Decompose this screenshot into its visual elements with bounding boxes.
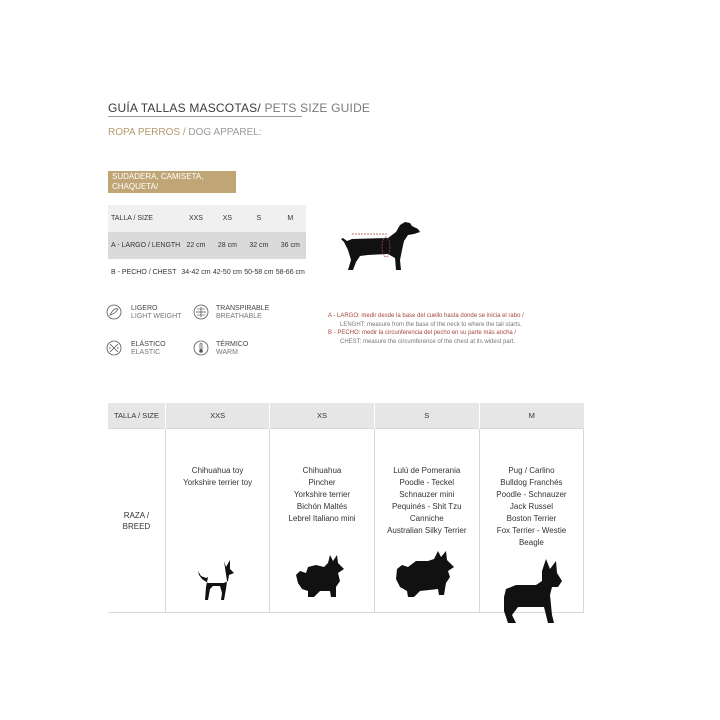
breed-name: Schnauzer mini: [399, 490, 455, 499]
breed-name: Boston Terrier: [506, 514, 557, 523]
size-table-cell: XXS: [180, 205, 211, 232]
breed-cell-m: [479, 429, 583, 613]
size-table-cell: 22 cm: [180, 232, 211, 259]
feature-label-en: WARM: [216, 349, 238, 356]
breed-name: Lulú de Pomerania: [393, 466, 461, 475]
elastic-icon: [106, 340, 122, 356]
breed-header-cell: XS: [270, 403, 374, 429]
title-main: GUÍA TALLAS MASCOTAS/: [108, 101, 261, 115]
breed-table: [108, 403, 584, 613]
size-table: [108, 205, 306, 286]
breed-row-label-es: RAZA /: [123, 510, 150, 520]
breed-name: Poodle - Schnauzer: [496, 490, 567, 499]
note-b-es: B - PECHO: medir la circunferencia del pecho en su parte más ancha /: [328, 330, 517, 336]
breed-header-cell: TALLA / SIZE: [108, 403, 165, 429]
breed-row-label: [108, 429, 165, 613]
breed-name: Bulldog Franchés: [500, 478, 563, 487]
feature-label-es: LIGERO: [131, 305, 158, 312]
subtitle-main: ROPA PERROS /: [108, 127, 186, 138]
size-table-cell: S: [243, 205, 274, 232]
breed-name: Canniche: [409, 514, 444, 523]
banner-line-1: SUDADERA, CAMISETA, CHAQUETA/: [112, 172, 204, 191]
breed-row-label-en: BREED: [122, 521, 151, 531]
measure-notes: [328, 312, 524, 346]
size-table-cell: 42-50 cm: [212, 259, 243, 286]
product-banner: [108, 171, 236, 201]
breed-cell-xxs: [165, 429, 269, 613]
breed-table-row: [108, 429, 584, 613]
breed-name: Poodle - Teckel: [399, 478, 455, 487]
breed-table-header: [108, 403, 584, 429]
feature-label-es: TRANSPIRABLE: [216, 305, 270, 312]
breed-name: Pequinés - Shit Tzu: [391, 502, 462, 511]
breed-name: Lebrel Italiano mini: [288, 514, 356, 523]
breed-cell-s: [374, 429, 479, 613]
breed-name: Chihuahua: [302, 466, 342, 475]
breed-header-cell: M: [479, 403, 583, 429]
size-table-row: [108, 205, 306, 232]
dog-measurement-icon: [338, 220, 424, 276]
breed-name: Australian Silky Terrier: [387, 526, 467, 535]
breed-name: Pug / Carlino: [508, 466, 555, 475]
note-a-en: LENGHT: measure from the base of the neck to where the tail starts.: [340, 321, 522, 328]
size-table-row: [108, 259, 306, 286]
note-b-en: CHEST: measure the circumference of the chest at its widest part.: [340, 338, 516, 345]
feature-label-es: ELÁSTICO: [131, 341, 166, 348]
feature-label-en: BREATHABLE: [216, 313, 262, 320]
subtitle-secondary: DOG APPAREL:: [185, 127, 262, 138]
title-secondary: PETS SIZE GUIDE: [260, 101, 371, 115]
breed-name: Beagle: [518, 538, 544, 547]
size-table-cell: 32 cm: [243, 232, 274, 259]
feature-label-es: TÉRMICO: [216, 341, 249, 348]
spitz-silhouette-icon: [394, 547, 460, 603]
section-subtitle: [108, 127, 262, 138]
breed-cell-xs: [270, 429, 374, 613]
breed-name: Pincher: [308, 478, 336, 487]
feature-label-en: LIGHT WEIGHT: [131, 313, 182, 320]
breed-name: Chihuahua toy: [191, 466, 244, 475]
size-table-cell: 36 cm: [275, 232, 306, 259]
page-title: [108, 101, 370, 115]
title-underline: [108, 116, 302, 117]
french-bulldog-silhouette-icon: [496, 555, 566, 627]
breed-header-cell: S: [374, 403, 479, 429]
breed-name: Jack Russel: [509, 502, 553, 511]
feature-label-en: ELASTIC: [131, 349, 161, 356]
size-table-cell: 28 cm: [212, 232, 243, 259]
size-table-cell: B - PECHO / CHEST: [108, 259, 180, 286]
size-table-cell: A - LARGO / LENGTH: [108, 232, 180, 259]
size-table-cell: 50-58 cm: [243, 259, 274, 286]
size-table-cell: 58-66 cm: [275, 259, 306, 286]
feather-icon: [106, 304, 122, 320]
note-a-es: A - LARGO: medir desde la base del cuello hasta donde se inicia el rabo /: [328, 313, 524, 319]
size-table-row: [108, 232, 306, 259]
breed-name: Yorkshire terrier: [293, 490, 351, 499]
thermometer-icon: [193, 340, 209, 356]
breed-name: Yorkshire terrier toy: [183, 478, 253, 487]
size-table-cell: TALLA / SIZE: [108, 205, 180, 232]
breed-header-cell: XXS: [165, 403, 269, 429]
size-table-cell: XS: [212, 205, 243, 232]
breed-name: Fox Terrier - Westie: [496, 526, 567, 535]
chihuahua-silhouette-icon: [196, 557, 240, 603]
breathable-icon: [193, 304, 209, 320]
banner-line-2: SWEATSHIRT, T-SHIRT,: [112, 192, 200, 201]
size-table-cell: M: [275, 205, 306, 232]
breed-name: Bichón Maltés: [296, 502, 348, 511]
pomeranian-silhouette-icon: [294, 551, 350, 603]
size-table-cell: 34-42 cm: [180, 259, 211, 286]
